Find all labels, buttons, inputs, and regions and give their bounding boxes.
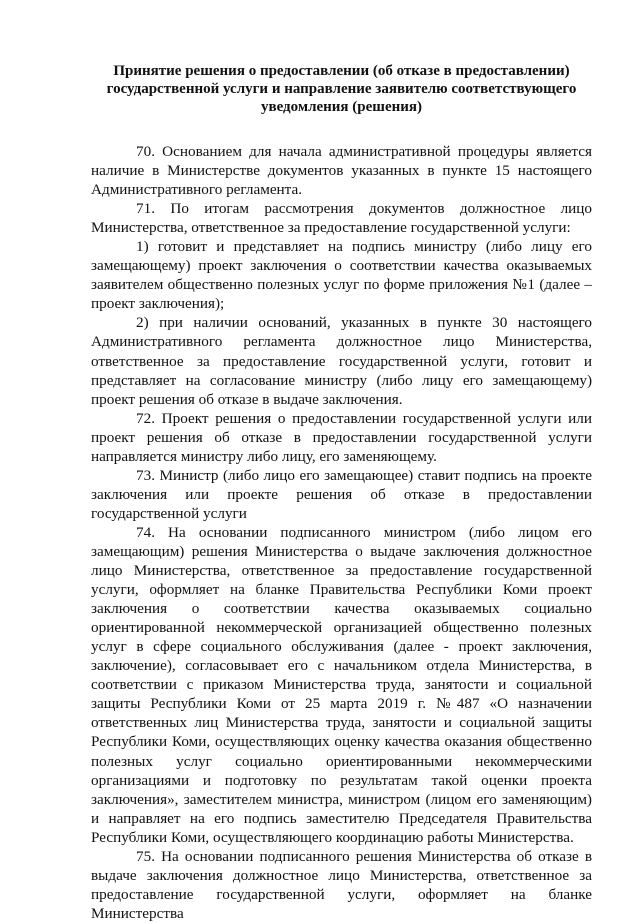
- section-heading: [91, 62, 592, 116]
- document-body: [91, 142, 592, 923]
- paragraph-75: 75. На основании подписанного решения Министерства об отказе в выдаче заключения должностное лицо Министерства, ответственное за предоставление государственной услуги, оформляет на бланке Министерства: [91, 847, 592, 922]
- paragraph-72: 72. Проект решения о предоставлении государственной услуги или проект решения об отказе в предоставлении государственной услуги направляется министру либо лицу, его заменяющему.: [91, 409, 592, 465]
- heading-line-2: государственной услуги и направление заявителю соответствующего: [106, 81, 577, 97]
- paragraph-71-item-1: 1) готовит и представляет на подпись министру (либо лицу его замещающему) проект заключения о соответствии качества оказываемых заявителем общественно полезных услуг по форме приложения №1 (далее – проект заключения);: [91, 238, 592, 313]
- paragraph-74: 74. На основании подписанного министром (либо лицом его замещающим) решения Министерства о выдаче заключения должностное лицо Министерства, ответственное за предоставление государственной услуги, оформляет на бланке Правительства Республики Коми проект заключения о соответствии качества оказываемых социально ориентированной некоммерческой организацией общественно полезных услуг в сфере социального обслуживания (далее - проект заключения, заключение), согласовывает его с начальником отдела Министерства, в соответствии с приказом Министерства труда, занятости и социальной защиты Республики Коми от 25 марта 2019 г. №487 «О назначении ответственных лиц Министерства труда, занятости и социальной защиты Республики Коми, осуществляющих оценку качества оказания общественно полезных услуг социально ориентированными некоммерческими организациями и подготовку по результатам такой оценки проекта заключения», заместителем министра, министром (лицом его заменяющим) и направляет на его подпись заместителю Председателя Правительства Республики Коми, осуществляющего координацию работы Министерства.: [91, 523, 592, 846]
- paragraph-71: 71. По итогам рассмотрения документов должностное лицо Министерства, ответственное за предоставление государственной услуги:: [91, 200, 592, 237]
- paragraph-73: 73. Министр (либо лицо его замещающее) ставит подпись на проекте заключения или проекте решения об отказе в предоставлении государственной услуги: [91, 466, 592, 522]
- paragraph-70: 70. Основанием для начала административной процедуры является наличие в Министерстве документов указанных в пункте 15 настоящего Административного регламента.: [91, 143, 592, 199]
- paragraph-71-item-2: 2) при наличии оснований, указанных в пункте 30 настоящего Административного регламента должностное лицо Министерства, ответственное за предоставление государственной услуги, готовит и представляет на согласование министру (либо лицу его замещающему) проект решения об отказе в выдаче заключения.: [91, 314, 592, 408]
- heading-line-1: Принятие решения о предоставлении (об отказе в предоставлении): [113, 63, 570, 79]
- heading-line-3: уведомления (решения): [260, 99, 422, 115]
